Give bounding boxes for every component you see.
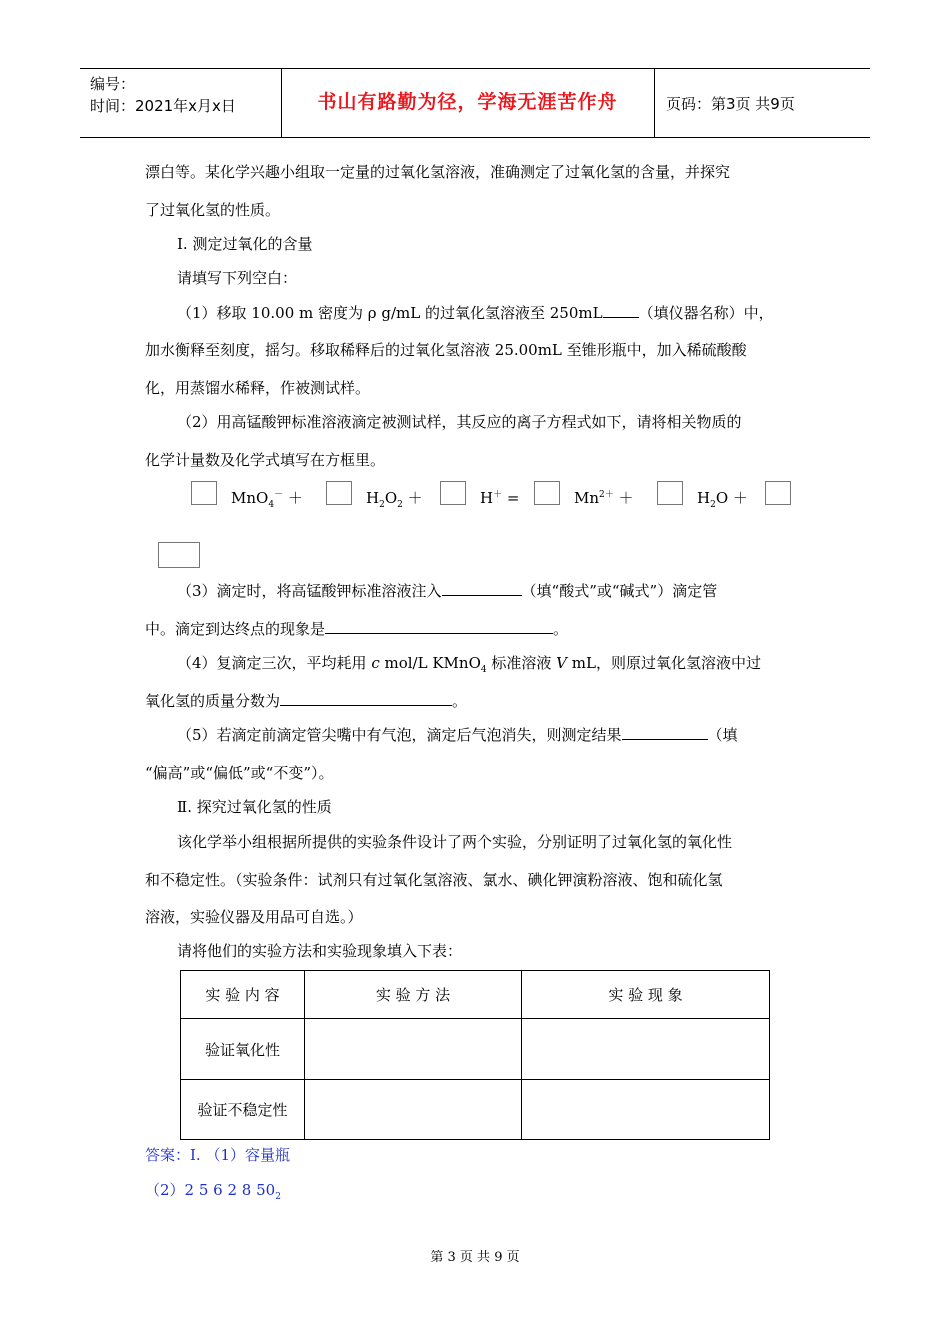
- header-divider: [654, 69, 655, 137]
- answer-line-2: （2）2 5 6 2 8 $50_2$: [145, 1181, 281, 1202]
- table-intro: 请将他们的实验方法和实验现象填入下表：: [177, 942, 463, 960]
- experiment-table: [180, 970, 770, 1140]
- header-motto: 书山有路勤为径，学海无涯苦作舟: [317, 91, 618, 113]
- question-text: （填仪器名称）中，: [638, 304, 774, 322]
- question-2-line: （2）用高锰酸钾标准溶液滴定被测试样，其反应的离子方程式如下，请将相关物质的: [177, 413, 742, 431]
- table-row: [181, 1019, 770, 1080]
- table-header-cell: 实 验 内 容: [181, 971, 305, 1019]
- time-label: 时间：2021年x月x日: [90, 97, 236, 115]
- coefficient-box[interactable]: [191, 481, 217, 505]
- table-cell: 验证不稳定性: [181, 1080, 305, 1140]
- number-label: 编号：: [90, 75, 136, 93]
- question-3-line: （3）滴定时，将高锰酸钾标准溶液注入 （填“酸式”或“碱式”）滴定管: [177, 582, 718, 600]
- question-5-line: （5）若滴定前滴定管尖嘴中有气泡，滴定后气泡消失，则测定结果 （填: [177, 726, 738, 744]
- section-heading-1: Ⅰ. 测定过氧化的含量: [177, 235, 313, 253]
- answer-blank[interactable]: [622, 725, 708, 740]
- table-cell: 验证氧化性: [181, 1019, 305, 1080]
- h2o-formula: $H_2O$ ＋: [697, 489, 748, 510]
- mno4-formula: MnO$_4$－ ＋: [231, 489, 303, 510]
- coefficient-box[interactable]: [765, 481, 791, 505]
- section-heading-2: Ⅱ. 探究过氧化氢的性质: [177, 798, 332, 816]
- table-input-cell[interactable]: [522, 1080, 770, 1140]
- answer-blank[interactable]: [603, 303, 639, 318]
- table-header-row: [181, 971, 770, 1019]
- paragraph-line: 化，用蒸馏水稀释，作被测试样。: [145, 379, 371, 397]
- paragraph-line: 溶液，实验仪器及用品可自选。）: [145, 908, 363, 926]
- question-4-line: （4）复滴定三次，平均耗用 c mol/L KMnO$_4$ 标准溶液 V mL，则原过氧化氢溶液中过: [177, 654, 761, 675]
- paragraph-line: 了过氧化氢的性质。: [145, 201, 281, 219]
- answer-blank[interactable]: [442, 581, 522, 596]
- page-footer: 第 3 页 共 9 页: [430, 1250, 520, 1265]
- answer-blank[interactable]: [325, 619, 553, 634]
- table-input-cell[interactable]: [522, 1019, 770, 1080]
- header-page-label: 页码：第3页 共9页: [666, 95, 795, 113]
- instruction-text: 请填写下列空白：: [177, 269, 298, 287]
- formula-box[interactable]: [158, 542, 200, 568]
- paragraph-line: 加水衡释至刻度，摇匀。移取稀释后的过氧化氢溶液 25.00mL 至锥形瓶中，加入稀硫酸酸: [145, 341, 747, 359]
- mn-ion-formula: $Mn^{2+}$ ＋: [574, 489, 634, 507]
- table-header-cell: 实 验 现 象: [522, 971, 770, 1019]
- paragraph-line: 漂白等。某化学兴趣小组取一定量的过氧化氢溶液，准确测定了过氧化氢的含量，并探究: [145, 163, 731, 181]
- page-header: [80, 68, 870, 138]
- coefficient-box[interactable]: [534, 481, 560, 505]
- paragraph-line: 和不稳定性。（实验条件：试剂只有过氧化氢溶液、氯水、碘化钾演粉溶液、饱和硫化氢: [145, 871, 723, 889]
- coefficient-box[interactable]: [326, 481, 352, 505]
- answer-blank[interactable]: [280, 691, 452, 706]
- paragraph-line: 该化学举小组根据所提供的实验条件设计了两个实验，分别证明了过氧化氢的氧化性: [177, 833, 733, 851]
- question-4-line2: 氧化氢的质量分数为 。: [145, 692, 468, 710]
- question-3-line2: 中。滴定到达终点的现象是 。: [145, 620, 569, 638]
- coefficient-box[interactable]: [440, 481, 466, 505]
- table-input-cell[interactable]: [305, 1080, 522, 1140]
- answer-line-1: 答案：I. （1）容量瓶: [145, 1146, 291, 1164]
- question-text: （1）移取 10.00 m 密度为 ρ g/mL 的过氧化氢溶液至 250mL: [177, 304, 603, 322]
- paragraph-line: “偏高”或“偏低”或“不变”）。: [145, 764, 334, 782]
- h-ion-formula: H＋ =: [480, 489, 520, 507]
- table-row: [181, 1080, 770, 1140]
- table-input-cell[interactable]: [305, 1019, 522, 1080]
- question-1-line: [177, 303, 774, 323]
- paragraph-line: 化学计量数及化学式填写在方框里。: [145, 451, 386, 469]
- table-header-cell: 实 验 方 法: [305, 971, 522, 1019]
- header-info: [90, 73, 236, 117]
- h2o2-formula: $H_2O_2$ ＋: [366, 489, 423, 510]
- coefficient-box[interactable]: [657, 481, 683, 505]
